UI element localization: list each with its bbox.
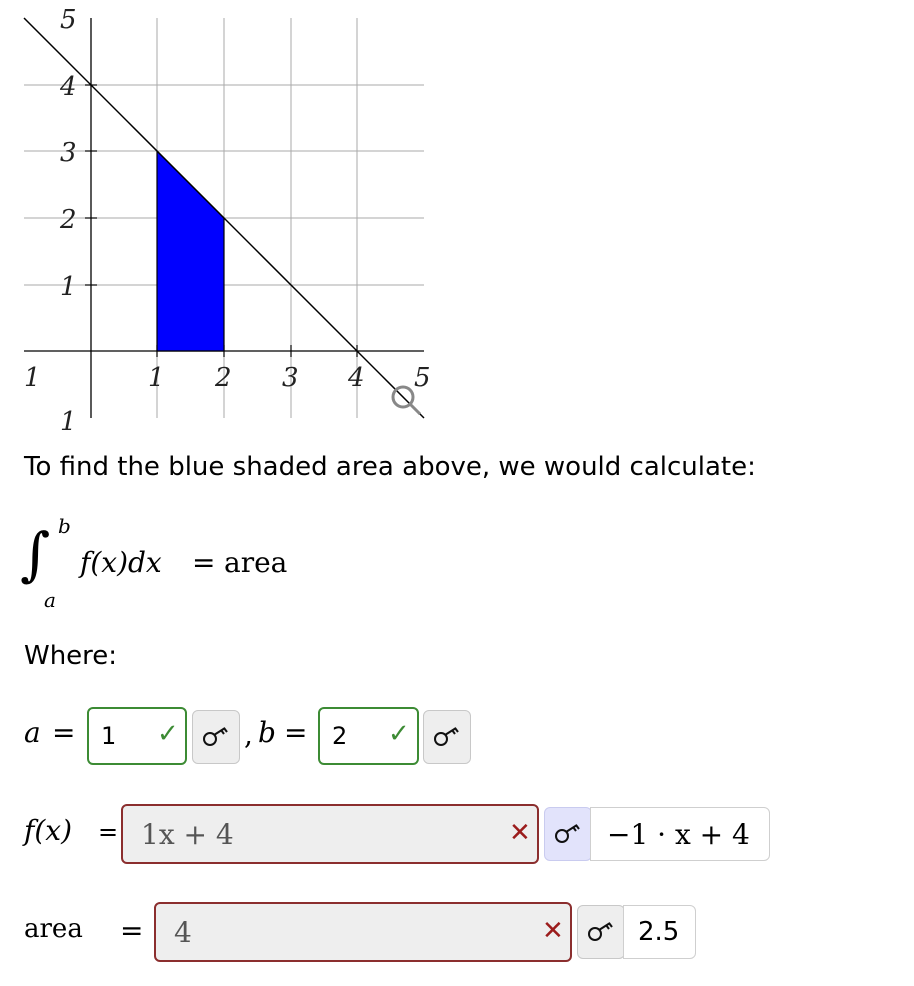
check-icon: ✓: [157, 719, 179, 749]
area-input-value: 4: [174, 916, 192, 949]
graph[interactable]: [24, 5, 431, 437]
x-tick-1: 1: [148, 363, 165, 393]
x-tick-3: 3: [282, 363, 299, 393]
y-tick-1: 1: [60, 272, 77, 302]
f-key-button[interactable]: [544, 807, 592, 861]
integrand: f(x)dx: [80, 546, 162, 579]
y-tick-5: 5: [60, 5, 77, 35]
f-input[interactable]: [121, 804, 539, 864]
cross-icon: ✕: [509, 818, 531, 848]
y-tick-2: 2: [60, 205, 77, 235]
integral-lower-limit: a: [44, 588, 56, 612]
key-icon: [432, 725, 462, 749]
comma: ,: [244, 718, 253, 751]
f-label: f(x): [24, 814, 73, 847]
integral-rhs: area: [224, 546, 288, 579]
cross-icon: ✕: [542, 916, 564, 946]
a-input-value: 1: [101, 722, 117, 750]
b-input-value: 2: [332, 722, 348, 750]
prompt-text: To find the blue shaded area above, we would calculate:: [24, 452, 756, 482]
b-label: b: [258, 716, 276, 749]
y-tick-4: 4: [60, 72, 77, 102]
f-input-value: 1x + 4: [141, 818, 234, 851]
integral-sign: ∫: [20, 520, 51, 588]
key-icon: [586, 920, 616, 944]
x-tick-2: 2: [215, 363, 232, 393]
area-label: area: [24, 914, 83, 944]
b-equals: =: [284, 716, 308, 749]
area-answer-value: 2.5: [638, 917, 680, 947]
b-input[interactable]: [318, 707, 419, 765]
a-label: a: [24, 716, 41, 749]
y-tick-3: 3: [60, 138, 77, 168]
integral-equals: =: [192, 546, 216, 579]
x-tick-5: 5: [414, 363, 431, 393]
a-key-button[interactable]: [192, 710, 240, 764]
graph-svg: [24, 5, 431, 437]
f-equals: =: [98, 818, 119, 846]
key-icon: [201, 725, 231, 749]
a-equals: =: [52, 716, 76, 749]
area-equals: =: [120, 914, 144, 947]
x-tick-4: 4: [348, 363, 365, 393]
key-icon: [553, 822, 583, 846]
area-answer: [623, 905, 696, 959]
area-key-button[interactable]: [577, 905, 625, 959]
area-input[interactable]: [154, 902, 572, 962]
x-tick-neg-1: 1: [24, 363, 41, 393]
f-answer: [590, 807, 770, 861]
y-tick-neg-1: 1: [60, 407, 77, 437]
integral-expression: [20, 512, 320, 612]
where-label: Where:: [24, 641, 118, 671]
b-key-button[interactable]: [423, 710, 471, 764]
f-answer-value: −1 · x + 4: [607, 817, 750, 851]
shaded-area: [157, 151, 224, 351]
check-icon: ✓: [388, 719, 410, 749]
integral-upper-limit: b: [58, 514, 71, 538]
a-input[interactable]: [87, 707, 187, 765]
